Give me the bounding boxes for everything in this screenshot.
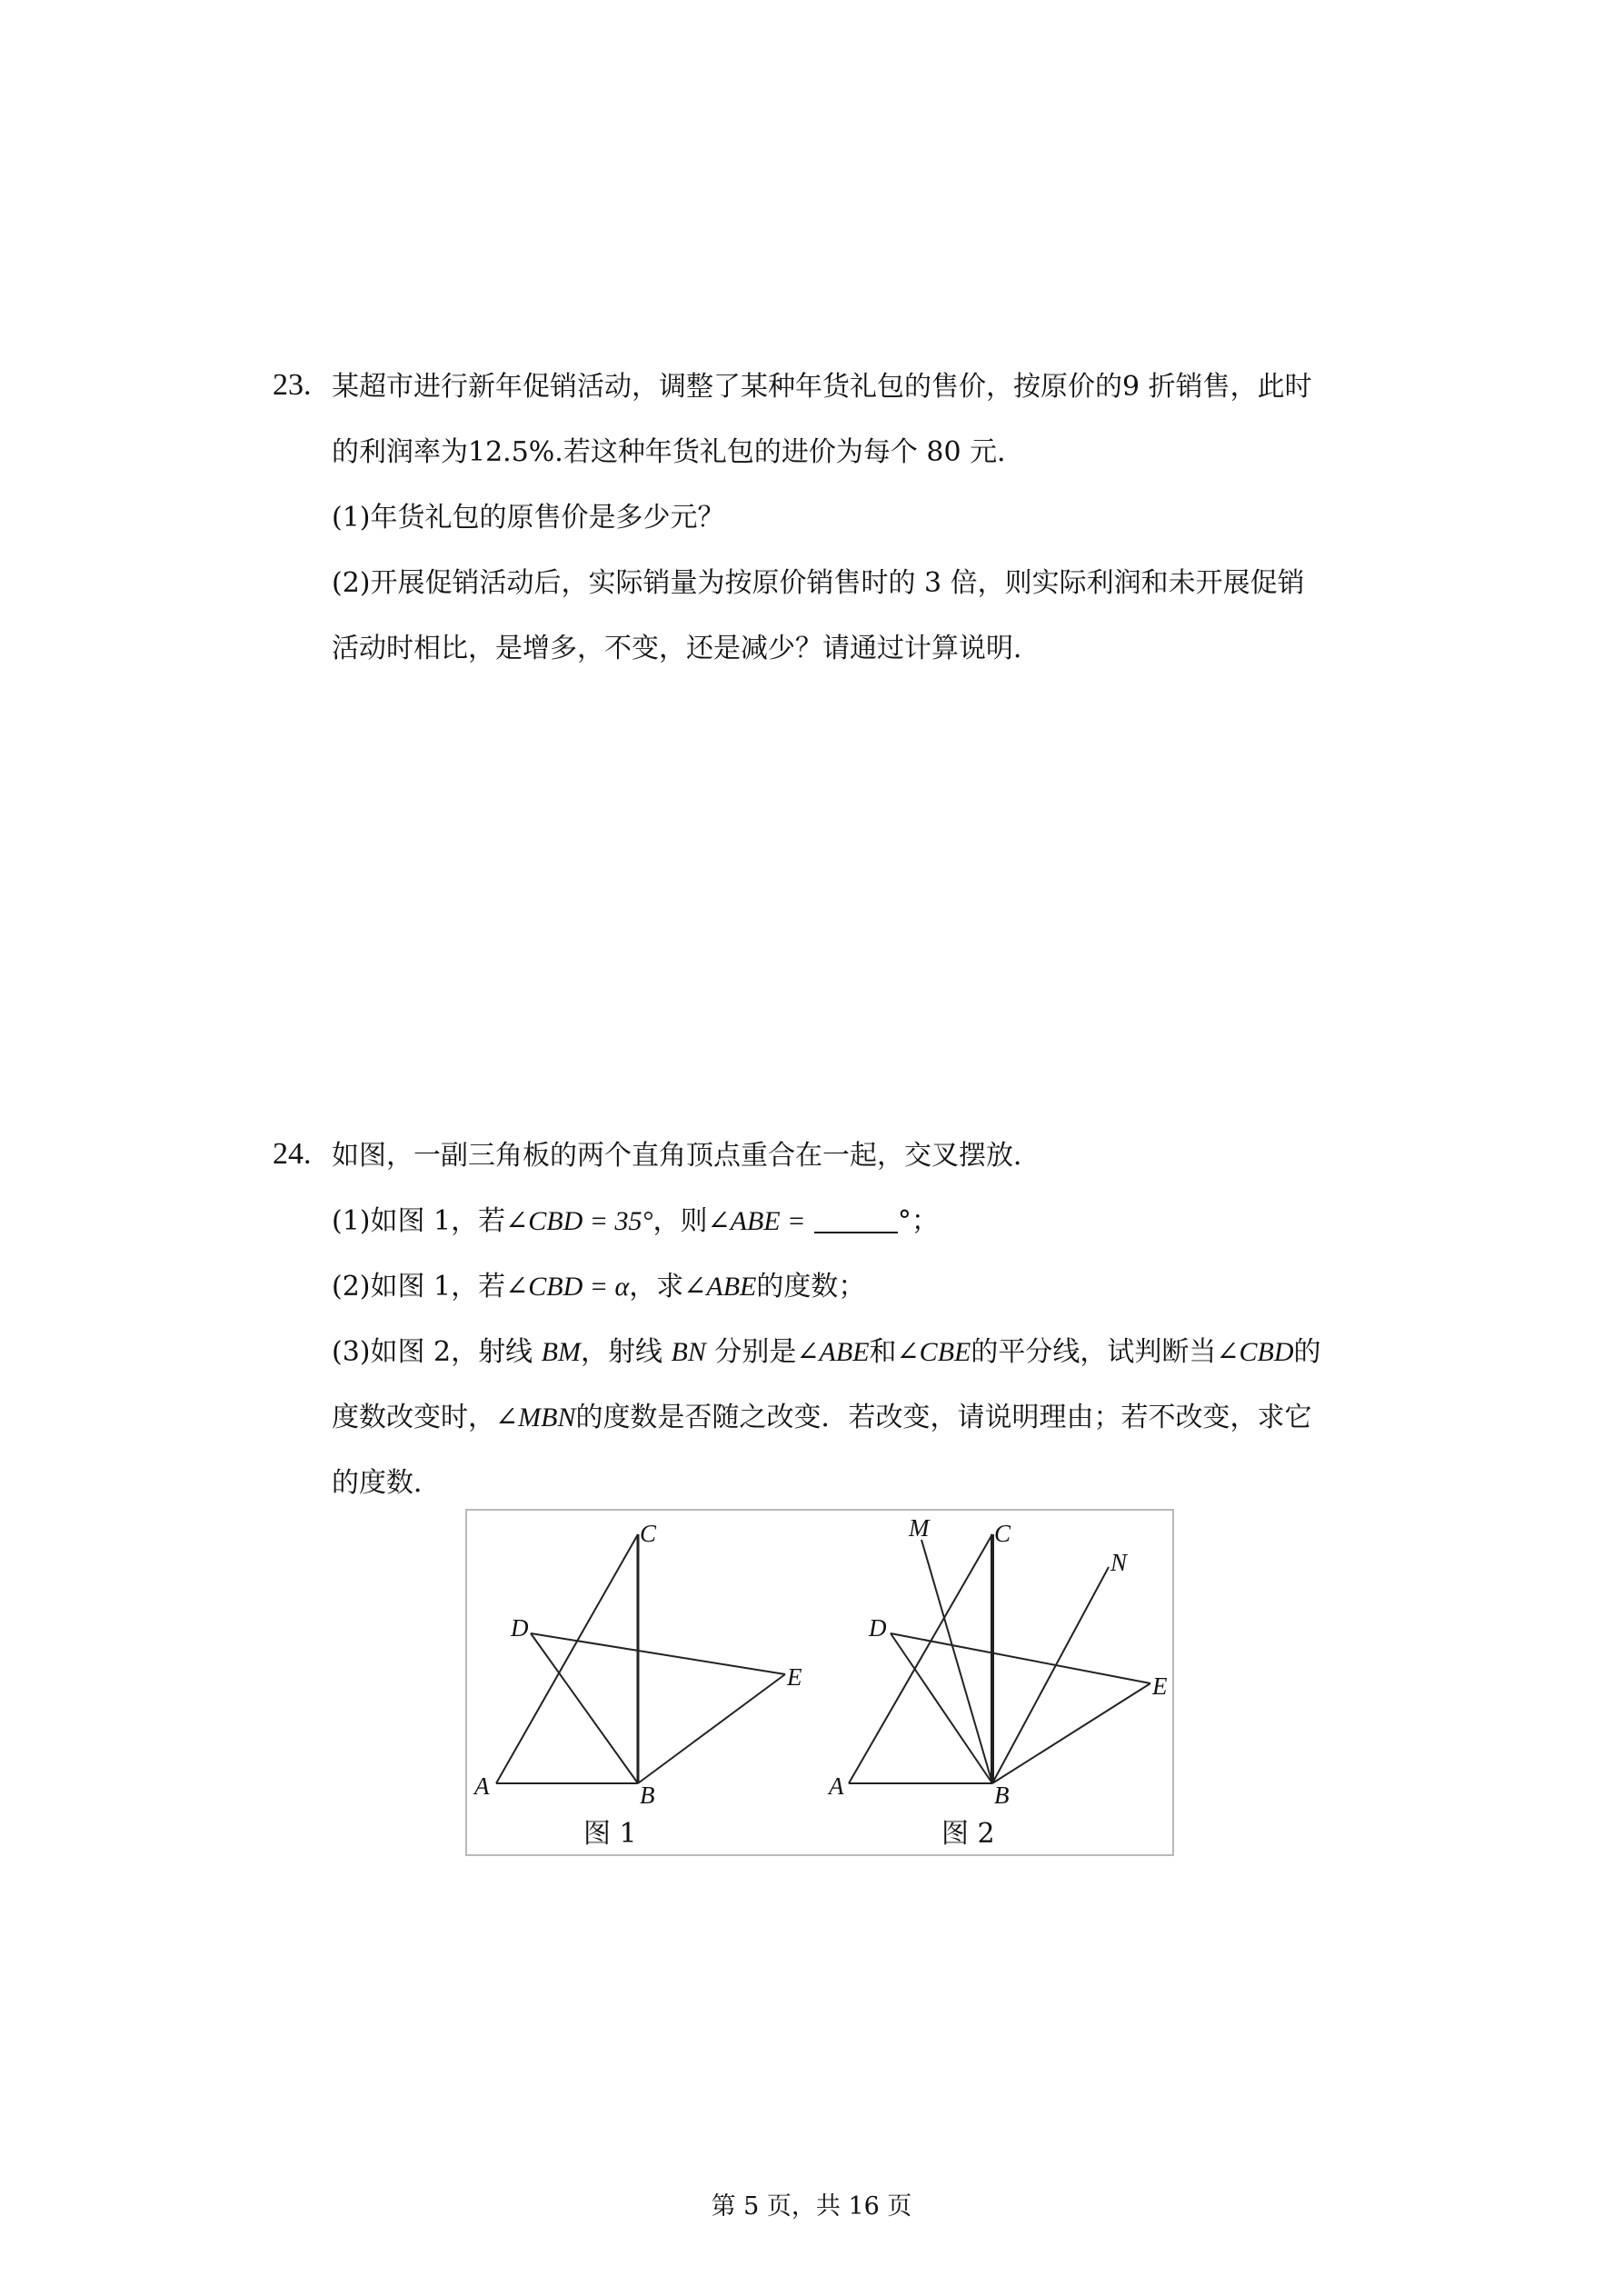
q24-angle-cbd: ∠CBD [1216, 1337, 1294, 1367]
fig1-label-e: E [787, 1663, 802, 1691]
fig2-label-c: C [994, 1520, 1011, 1547]
q24-part1-given-angle: ∠CBD = 35° [505, 1206, 653, 1236]
fig1-label-a: A [474, 1772, 490, 1800]
fig2-label-m: M [909, 1514, 930, 1542]
q24-part2-given-angle: ∠CBD = α [505, 1272, 630, 1302]
fig2-label-n: N [1110, 1549, 1128, 1576]
fig2-label-b: B [994, 1782, 1010, 1809]
fig2-segment-be [992, 1683, 1150, 1783]
q24-part2-asked-angle: ∠ABE [683, 1272, 757, 1302]
q24-part2-prefix: (2)如图 1，若 [332, 1271, 506, 1303]
q24-number: 24. [273, 1137, 312, 1171]
q24-part3-text: 的度数是否随之改变．若改变，请说明理由；若不改变，求它 [575, 1402, 1312, 1433]
figure1-lines [496, 1534, 785, 1783]
fig1-label-d: D [511, 1614, 529, 1642]
q24-part3-text: 的 [1293, 1336, 1321, 1368]
q24-angle-mbn: ∠MBN [495, 1403, 576, 1433]
q24-part1 [332, 1203, 939, 1240]
q24-angle-abe: ∠ABE [796, 1337, 870, 1367]
q24-part3-line2 [332, 1400, 1311, 1436]
fig2-ray-bm [921, 1540, 992, 1783]
fig2-caption: 图 2 [941, 1818, 995, 1850]
fig2-segment-de [891, 1633, 1150, 1683]
page-footer: 第 5 页，共 16 页 [711, 2192, 912, 2221]
fig1-segment-db [531, 1633, 638, 1783]
q23-part2-line2: 活动时相比，是增多，不变，还是减少？请通过计算说明． [332, 633, 1041, 664]
q24-part1-suffix: °； [897, 1205, 939, 1237]
q23-line2: 的利润率为12.5%.若这种年货礼包的进价为每个 80 元． [332, 436, 1025, 468]
q24-answer-blank [814, 1206, 898, 1233]
q24-part2 [332, 1269, 865, 1305]
q24-part3-text: ，射线 [580, 1336, 672, 1368]
q24-part3-text: (3)如图 2，射线 [332, 1336, 542, 1368]
q24-part3-text: 度数改变时， [332, 1402, 495, 1433]
q23-part2-line1: (2)开展促销活动后，实际销量为按原价销售时的 3 倍，则实际利润和未开展促销 [332, 567, 1305, 599]
q24-part1-connector: ，则 [652, 1205, 708, 1237]
q23-number: 23. [273, 368, 312, 402]
q24-part3-text: 分别是 [705, 1336, 797, 1368]
fig2-ray-bn [992, 1567, 1109, 1783]
q24-part3-line3: 的度数． [332, 1467, 441, 1499]
geometry-figure [465, 1509, 1174, 1856]
fig1-segment-ac [496, 1534, 638, 1783]
q24-stem: 如图，一副三角板的两个直角顶点重合在一起，交叉摆放． [332, 1140, 1041, 1172]
fig1-caption: 图 1 [583, 1818, 637, 1850]
fig2-segment-db [891, 1633, 992, 1783]
figure2-lines [849, 1534, 1150, 1783]
q24-ray-bn: BN [671, 1337, 706, 1367]
q23-line1: 某超市进行新年促销活动，调整了某种年货礼包的售价，按原价的9 折销售，此时 [332, 371, 1312, 403]
q24-part3-line1 [332, 1334, 1320, 1371]
fig1-label-b: B [640, 1782, 655, 1809]
fig2-label-d: D [869, 1614, 887, 1642]
q24-part1-asked-angle: ∠ABE = [707, 1206, 806, 1236]
q23-part1: (1)年货礼包的原售价是多少元？ [332, 502, 725, 534]
fig2-segment-ac [849, 1534, 992, 1783]
fig2-label-e: E [1152, 1672, 1168, 1700]
geometry-figure-svg [467, 1511, 1172, 1854]
q24-ray-bm: BM [541, 1337, 581, 1367]
fig1-segment-be [638, 1674, 785, 1783]
q24-part3-text: 和 [869, 1336, 897, 1368]
q24-angle-cbe: ∠CBE [896, 1337, 971, 1367]
fig1-label-c: C [640, 1520, 657, 1547]
q24-part3-text: 的平分线，试判断当 [971, 1336, 1217, 1368]
q24-part1-prefix: (1)如图 1，若 [332, 1205, 506, 1237]
q24-part2-connector: ，求 [629, 1271, 684, 1303]
q24-part2-suffix: 的度数； [756, 1271, 866, 1303]
fig2-label-a: A [829, 1772, 844, 1800]
